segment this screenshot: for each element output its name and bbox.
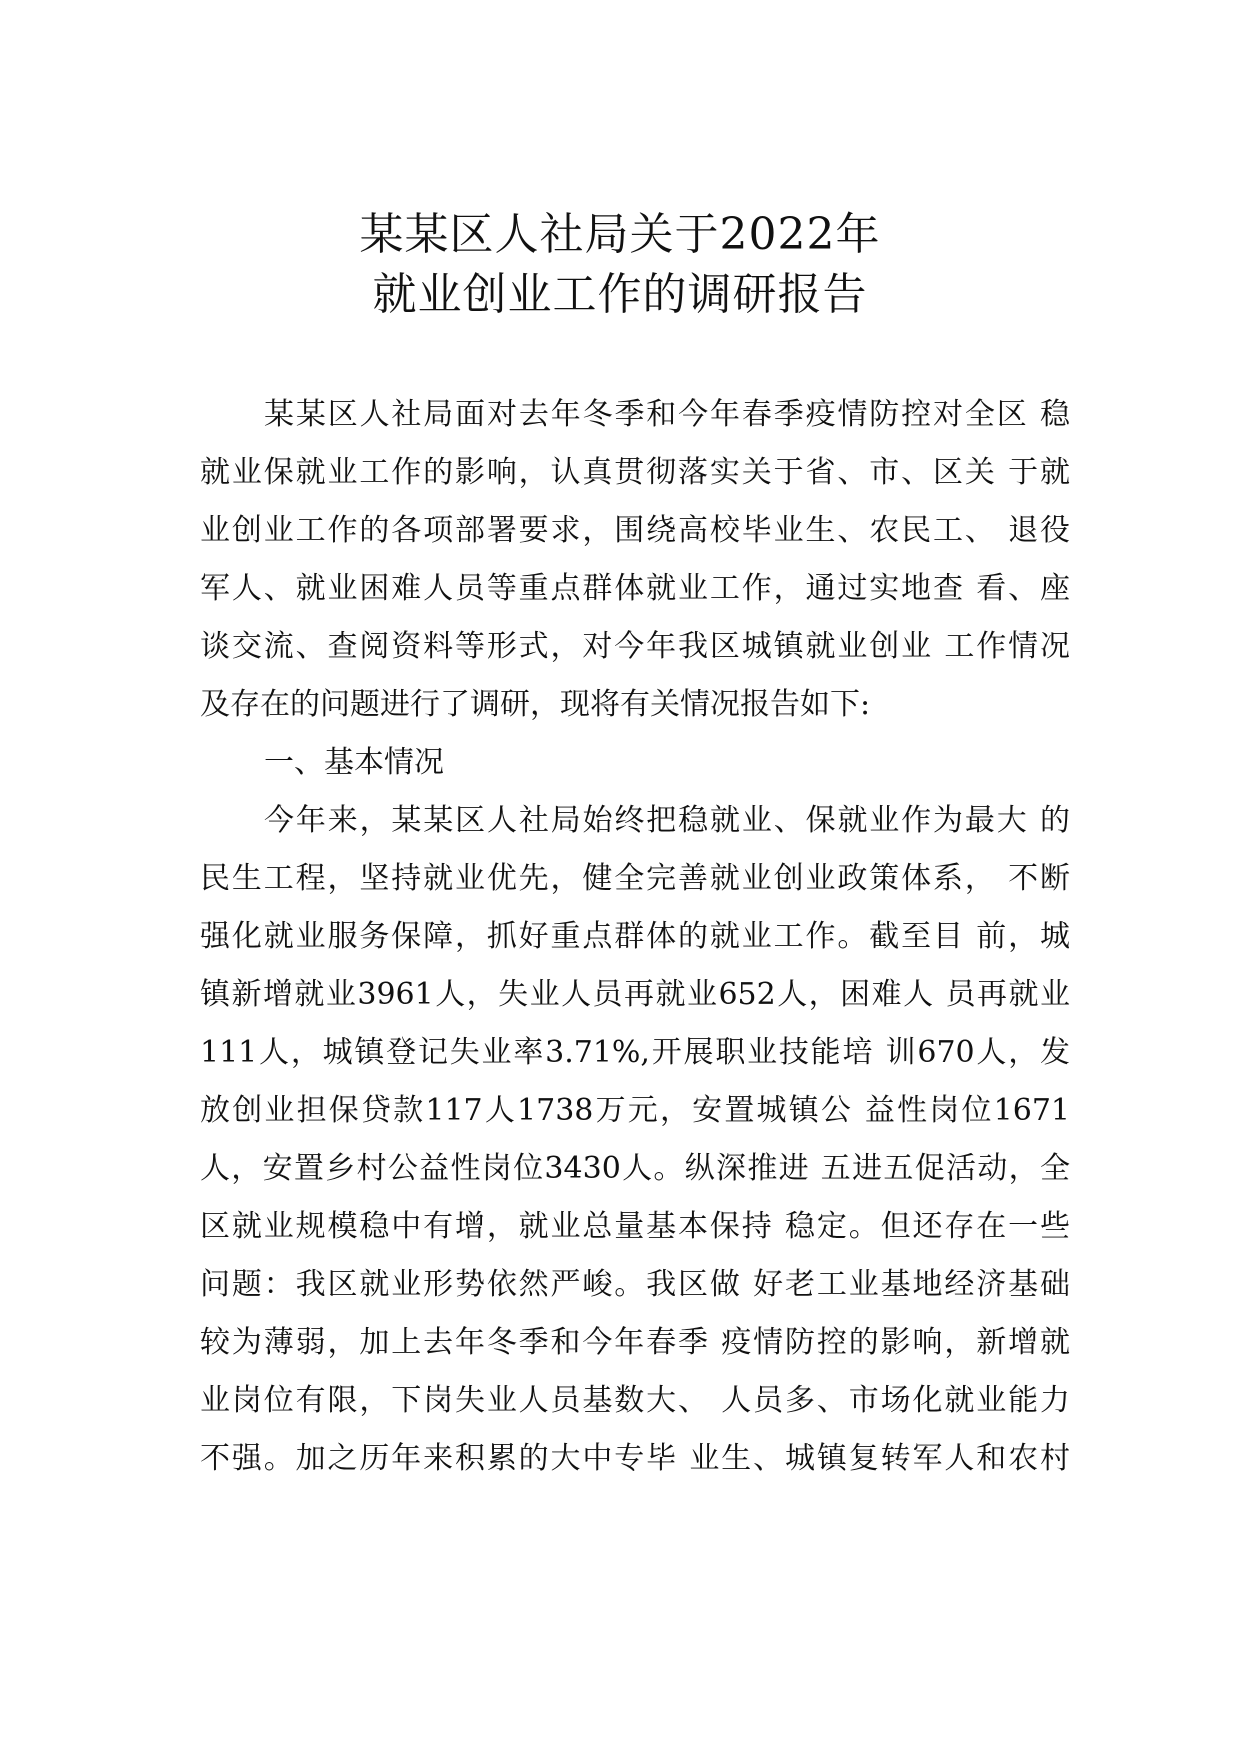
title-line-1: 某某区人社局关于2022年 — [359, 209, 881, 260]
body-line: 强化就业服务保障，抓好重点群体的就业工作。截至目 前，城 — [200, 919, 1070, 954]
body-line: 谈交流、查阅资料等形式，对今年我区城镇就业创业 工作情况 — [200, 629, 1070, 664]
body-line: 人，安置乡村公益性岗位3430人。纵深推进 五进五促活动，全 — [200, 1151, 1070, 1186]
document-title — [0, 205, 1240, 325]
body-line: 今年来，某某区人社局始终把稳就业、保就业作为最大 的 — [264, 803, 1070, 838]
body-line: 区就业规模稳中有增，就业总量基本保持 稳定。但还存在一些 — [200, 1209, 1070, 1244]
body-line: 业岗位有限，下岗失业人员基数大、 人员多、市场化就业能力 — [200, 1383, 1070, 1418]
title-line-2: 就业创业工作的调研报告 — [372, 269, 868, 320]
body-line: 及存在的问题进行了调研，现将有关情况报告如下: — [200, 687, 871, 722]
body-line: 放创业担保贷款117人1738万元，安置城镇公 益性岗位1671 — [200, 1093, 1070, 1128]
body-line: 问题：我区就业形势依然严峻。我区做 好老工业基地经济基础 — [200, 1267, 1070, 1302]
body-line: 民生工程，坚持就业优先，健全完善就业创业政策体系， 不断 — [200, 861, 1070, 896]
section-heading: 一、基本情况 — [264, 745, 444, 780]
body-line: 111人，城镇登记失业率3.71%,开展职业技能培 训670人，发 — [200, 1035, 1070, 1070]
body-line: 某某区人社局面对去年冬季和今年春季疫情防控对全区 稳 — [264, 397, 1070, 432]
body-line: 较为薄弱，加上去年冬季和今年春季 疫情防控的影响，新增就 — [200, 1325, 1070, 1360]
document-body — [200, 386, 1070, 1488]
body-line: 不强。加之历年来积累的大中专毕 业生、城镇复转军人和农村 — [200, 1441, 1070, 1476]
body-line: 就业保就业工作的影响，认真贯彻落实关于省、市、区关 于就 — [200, 455, 1070, 490]
body-line: 军人、就业困难人员等重点群体就业工作，通过实地查 看、座 — [200, 571, 1070, 606]
body-line: 镇新增就业3961人，失业人员再就业652人，困难人 员再就业 — [200, 977, 1070, 1012]
body-line: 业创业工作的各项部署要求，围绕高校毕业生、农民工、 退役 — [200, 513, 1070, 548]
